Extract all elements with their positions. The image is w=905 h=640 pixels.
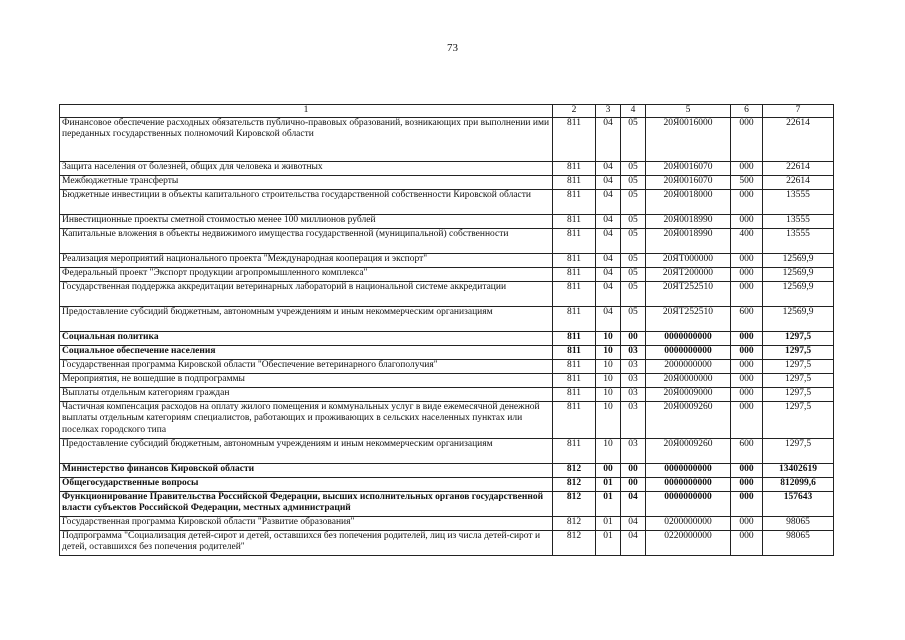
cell-subsection: 00 bbox=[621, 463, 646, 477]
cell-target-article: 20Я0016070 bbox=[646, 175, 731, 189]
cell-section: 00 bbox=[596, 463, 621, 477]
table-row bbox=[60, 214, 834, 228]
table-row bbox=[60, 253, 834, 267]
page-number: 73 bbox=[447, 42, 458, 54]
row-name-cell: Социальное обеспечение населения bbox=[60, 345, 553, 359]
cell-amount: 157643 bbox=[763, 491, 834, 516]
cell-subsection: 03 bbox=[621, 401, 646, 438]
cell-admin-code: 811 bbox=[553, 306, 596, 331]
cell-target-article: 20Я0016000 bbox=[646, 117, 731, 161]
cell-subsection: 05 bbox=[621, 267, 646, 281]
cell-expense-type: 400 bbox=[731, 228, 763, 253]
cell-section: 01 bbox=[596, 477, 621, 491]
cell-target-article: 2000000000 bbox=[646, 359, 731, 373]
cell-admin-code: 811 bbox=[553, 331, 596, 345]
row-name-cell: Предоставление субсидий бюджетным, автономным учреждениям и иным некоммерческим организациям bbox=[60, 438, 553, 463]
cell-target-article: 20Я0018000 bbox=[646, 189, 731, 214]
cell-subsection: 03 bbox=[621, 345, 646, 359]
cell-target-article: 20Я0018990 bbox=[646, 214, 731, 228]
row-name-cell: Государственная программа Кировской области "Развитие образования" bbox=[60, 516, 553, 530]
row-name-cell: Мероприятия, не вошедшие в подпрограммы bbox=[60, 373, 553, 387]
cell-section: 10 bbox=[596, 373, 621, 387]
cell-admin-code: 811 bbox=[553, 228, 596, 253]
cell-subsection: 04 bbox=[621, 516, 646, 530]
cell-subsection: 00 bbox=[621, 477, 646, 491]
cell-admin-code: 811 bbox=[553, 359, 596, 373]
cell-amount: 12569,9 bbox=[763, 306, 834, 331]
row-name-cell: Предоставление субсидий бюджетным, автономным учреждениям и иным некоммерческим организациям bbox=[60, 306, 553, 331]
cell-target-article: 0220000000 bbox=[646, 530, 731, 555]
table-row bbox=[60, 359, 834, 373]
table-row bbox=[60, 373, 834, 387]
cell-admin-code: 811 bbox=[553, 438, 596, 463]
cell-admin-code: 811 bbox=[553, 401, 596, 438]
row-name-cell: Выплаты отдельным категориям граждан bbox=[60, 387, 553, 401]
budget-table bbox=[59, 104, 834, 556]
cell-expense-type: 000 bbox=[731, 117, 763, 161]
cell-admin-code: 811 bbox=[553, 214, 596, 228]
table-row bbox=[60, 463, 834, 477]
cell-admin-code: 811 bbox=[553, 373, 596, 387]
cell-subsection: 05 bbox=[621, 228, 646, 253]
cell-target-article: 20Я0016070 bbox=[646, 161, 731, 175]
table-row bbox=[60, 401, 834, 438]
cell-expense-type: 000 bbox=[731, 530, 763, 555]
cell-subsection: 05 bbox=[621, 117, 646, 161]
cell-target-article: 20ЯТ000000 bbox=[646, 253, 731, 267]
cell-amount: 98065 bbox=[763, 516, 834, 530]
cell-target-article: 20Я0018990 bbox=[646, 228, 731, 253]
cell-subsection: 05 bbox=[621, 281, 646, 306]
cell-amount: 22614 bbox=[763, 175, 834, 189]
cell-target-article: 0000000000 bbox=[646, 331, 731, 345]
cell-target-article: 20Я0000000 bbox=[646, 373, 731, 387]
table-row bbox=[60, 516, 834, 530]
column-header: 7 bbox=[763, 105, 834, 118]
cell-subsection: 05 bbox=[621, 253, 646, 267]
cell-expense-type: 000 bbox=[731, 281, 763, 306]
cell-subsection: 03 bbox=[621, 373, 646, 387]
cell-section: 01 bbox=[596, 491, 621, 516]
cell-expense-type: 000 bbox=[731, 161, 763, 175]
cell-subsection: 05 bbox=[621, 175, 646, 189]
table-row bbox=[60, 387, 834, 401]
cell-admin-code: 811 bbox=[553, 175, 596, 189]
row-name-cell: Функционирование Правительства Российской Федерации, высших исполнительных органов государственной власти субъектов Российской Федерации, местных администраций bbox=[60, 491, 553, 516]
cell-admin-code: 812 bbox=[553, 491, 596, 516]
cell-section: 04 bbox=[596, 306, 621, 331]
row-name-cell: Защита населения от болезней, общих для человека и животных bbox=[60, 161, 553, 175]
cell-section: 04 bbox=[596, 214, 621, 228]
table-row bbox=[60, 438, 834, 463]
row-name-cell: Реализация мероприятий национального проекта "Международная кооперация и экспорт" bbox=[60, 253, 553, 267]
cell-section: 04 bbox=[596, 281, 621, 306]
column-header: 5 bbox=[646, 105, 731, 118]
table-row bbox=[60, 477, 834, 491]
cell-expense-type: 000 bbox=[731, 463, 763, 477]
row-name-cell: Подпрограмма "Социализация детей-сирот и детей, оставшихся без попечения родителей, лиц из числа детей-сирот и детей, оставшихся без попечения родителей" bbox=[60, 530, 553, 555]
cell-amount: 1297,5 bbox=[763, 359, 834, 373]
table-row bbox=[60, 530, 834, 555]
column-header-row bbox=[60, 105, 834, 118]
cell-expense-type: 000 bbox=[731, 387, 763, 401]
cell-target-article: 0000000000 bbox=[646, 345, 731, 359]
table-row bbox=[60, 281, 834, 306]
row-name-cell: Государственная поддержка аккредитации ветеринарных лабораторий в национальной системе аккредитации bbox=[60, 281, 553, 306]
table-row bbox=[60, 161, 834, 175]
table-row bbox=[60, 189, 834, 214]
cell-section: 04 bbox=[596, 161, 621, 175]
cell-amount: 13555 bbox=[763, 189, 834, 214]
cell-subsection: 04 bbox=[621, 530, 646, 555]
row-name-cell: Общегосударственные вопросы bbox=[60, 477, 553, 491]
cell-subsection: 00 bbox=[621, 331, 646, 345]
cell-expense-type: 000 bbox=[731, 345, 763, 359]
cell-subsection: 05 bbox=[621, 214, 646, 228]
cell-admin-code: 812 bbox=[553, 530, 596, 555]
column-header: 2 bbox=[553, 105, 596, 118]
cell-amount: 13402619 bbox=[763, 463, 834, 477]
cell-expense-type: 000 bbox=[731, 477, 763, 491]
cell-section: 04 bbox=[596, 228, 621, 253]
cell-amount: 98065 bbox=[763, 530, 834, 555]
cell-subsection: 05 bbox=[621, 161, 646, 175]
cell-section: 10 bbox=[596, 401, 621, 438]
cell-expense-type: 000 bbox=[731, 214, 763, 228]
cell-expense-type: 000 bbox=[731, 189, 763, 214]
cell-target-article: 0200000000 bbox=[646, 516, 731, 530]
cell-expense-type: 000 bbox=[731, 373, 763, 387]
cell-target-article: 0000000000 bbox=[646, 477, 731, 491]
column-header: 4 bbox=[621, 105, 646, 118]
row-name-cell: Инвестиционные проекты сметной стоимостью менее 100 миллионов рублей bbox=[60, 214, 553, 228]
row-name-cell: Государственная программа Кировской области "Обеспечение ветеринарного благополучия" bbox=[60, 359, 553, 373]
cell-section: 04 bbox=[596, 117, 621, 161]
row-name-cell: Частичная компенсация расходов на оплату жилого помещения и коммунальных услуг в виде ежемесячной денежной выплаты отдельным категориям специалистов, работающих и проживающих в сельских населенных пунктах или поселках городского типа bbox=[60, 401, 553, 438]
table-row bbox=[60, 175, 834, 189]
cell-section: 04 bbox=[596, 175, 621, 189]
cell-admin-code: 811 bbox=[553, 117, 596, 161]
cell-section: 10 bbox=[596, 438, 621, 463]
table-row bbox=[60, 117, 834, 161]
cell-admin-code: 812 bbox=[553, 516, 596, 530]
row-name-cell: Социальная политика bbox=[60, 331, 553, 345]
cell-admin-code: 811 bbox=[553, 387, 596, 401]
cell-admin-code: 811 bbox=[553, 189, 596, 214]
cell-amount: 1297,5 bbox=[763, 438, 834, 463]
cell-section: 04 bbox=[596, 253, 621, 267]
cell-amount: 1297,5 bbox=[763, 387, 834, 401]
row-name-cell: Капитальные вложения в объекты недвижимого имущества государственной (муниципальной) собственности bbox=[60, 228, 553, 253]
cell-subsection: 03 bbox=[621, 359, 646, 373]
cell-target-article: 0000000000 bbox=[646, 463, 731, 477]
cell-amount: 12569,9 bbox=[763, 267, 834, 281]
cell-amount: 1297,5 bbox=[763, 401, 834, 438]
row-name-cell: Бюджетные инвестиции в объекты капитального строительства государственной собственности Кировской области bbox=[60, 189, 553, 214]
cell-admin-code: 811 bbox=[553, 345, 596, 359]
cell-expense-type: 000 bbox=[731, 491, 763, 516]
cell-amount: 1297,5 bbox=[763, 373, 834, 387]
cell-expense-type: 000 bbox=[731, 253, 763, 267]
table-row bbox=[60, 331, 834, 345]
cell-target-article: 20Я0009000 bbox=[646, 387, 731, 401]
cell-target-article: 20ЯТ252510 bbox=[646, 306, 731, 331]
table-row bbox=[60, 306, 834, 331]
cell-admin-code: 811 bbox=[553, 253, 596, 267]
cell-subsection: 05 bbox=[621, 189, 646, 214]
cell-amount: 1297,5 bbox=[763, 331, 834, 345]
cell-subsection: 04 bbox=[621, 491, 646, 516]
cell-amount: 12569,9 bbox=[763, 281, 834, 306]
cell-amount: 12569,9 bbox=[763, 253, 834, 267]
cell-section: 10 bbox=[596, 359, 621, 373]
cell-expense-type: 500 bbox=[731, 175, 763, 189]
cell-subsection: 05 bbox=[621, 306, 646, 331]
cell-subsection: 03 bbox=[621, 438, 646, 463]
cell-target-article: 20ЯТ200000 bbox=[646, 267, 731, 281]
table-row bbox=[60, 228, 834, 253]
cell-amount: 1297,5 bbox=[763, 345, 834, 359]
cell-expense-type: 600 bbox=[731, 438, 763, 463]
cell-amount: 13555 bbox=[763, 214, 834, 228]
cell-section: 04 bbox=[596, 189, 621, 214]
row-name-cell: Федеральный проект "Экспорт продукции агропромышленного комплекса" bbox=[60, 267, 553, 281]
cell-expense-type: 000 bbox=[731, 331, 763, 345]
cell-expense-type: 000 bbox=[731, 359, 763, 373]
cell-target-article: 20ЯТ252510 bbox=[646, 281, 731, 306]
cell-section: 01 bbox=[596, 516, 621, 530]
cell-amount: 22614 bbox=[763, 117, 834, 161]
cell-amount: 812099,6 bbox=[763, 477, 834, 491]
row-name-cell: Министерство финансов Кировской области bbox=[60, 463, 553, 477]
table-row bbox=[60, 491, 834, 516]
cell-expense-type: 600 bbox=[731, 306, 763, 331]
cell-section: 01 bbox=[596, 530, 621, 555]
cell-admin-code: 811 bbox=[553, 267, 596, 281]
cell-section: 04 bbox=[596, 267, 621, 281]
cell-admin-code: 811 bbox=[553, 281, 596, 306]
column-header: 6 bbox=[731, 105, 763, 118]
cell-section: 10 bbox=[596, 331, 621, 345]
cell-admin-code: 812 bbox=[553, 463, 596, 477]
cell-target-article: 0000000000 bbox=[646, 491, 731, 516]
cell-admin-code: 812 bbox=[553, 477, 596, 491]
cell-expense-type: 000 bbox=[731, 401, 763, 438]
cell-expense-type: 000 bbox=[731, 516, 763, 530]
table-row bbox=[60, 345, 834, 359]
cell-expense-type: 000 bbox=[731, 267, 763, 281]
cell-target-article: 20Я0009260 bbox=[646, 401, 731, 438]
cell-subsection: 03 bbox=[621, 387, 646, 401]
cell-amount: 22614 bbox=[763, 161, 834, 175]
table-row bbox=[60, 267, 834, 281]
cell-section: 10 bbox=[596, 387, 621, 401]
cell-admin-code: 811 bbox=[553, 161, 596, 175]
cell-target-article: 20Я0009260 bbox=[646, 438, 731, 463]
row-name-cell: Межбюджетные трансферты bbox=[60, 175, 553, 189]
row-name-cell: Финансовое обеспечение расходных обязательств публично-правовых образований, возникающих при выполнении ими переданных государственных полномочий Кировской области bbox=[60, 117, 553, 161]
column-header: 3 bbox=[596, 105, 621, 118]
cell-section: 10 bbox=[596, 345, 621, 359]
column-header: 1 bbox=[60, 105, 553, 118]
cell-amount: 13555 bbox=[763, 228, 834, 253]
